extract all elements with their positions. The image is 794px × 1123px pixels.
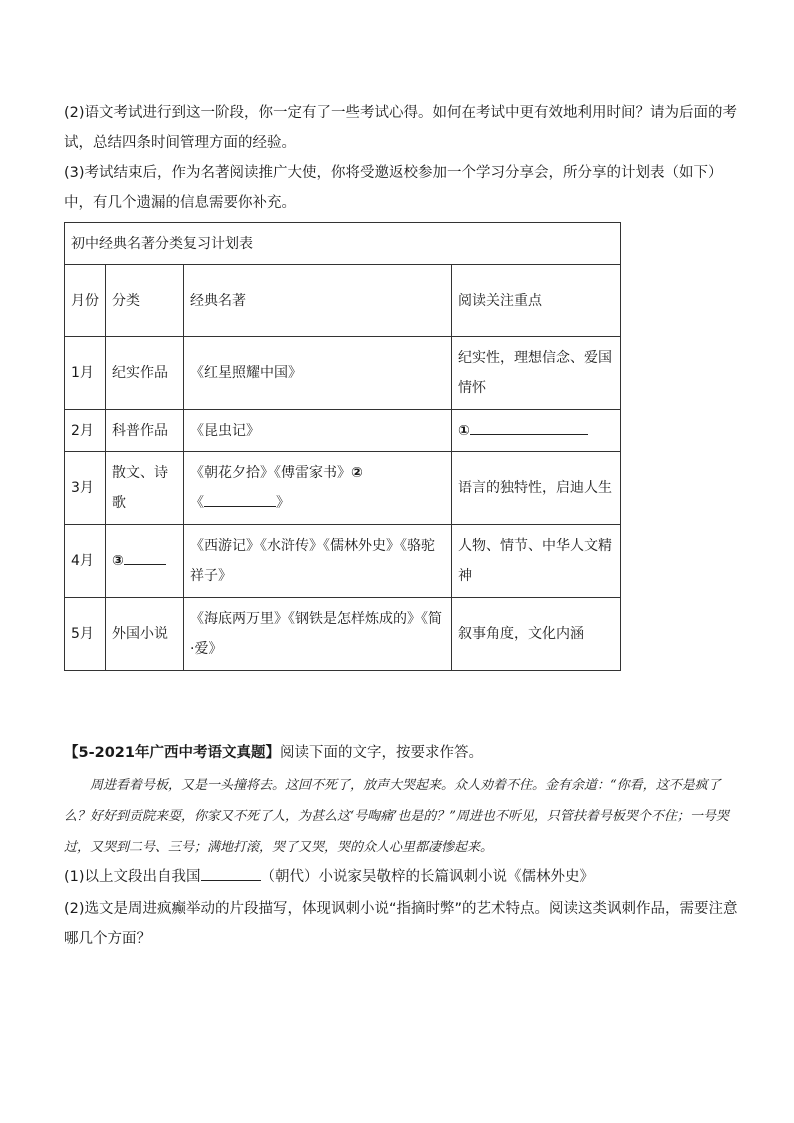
table-row [65, 525, 621, 598]
answer-blank-1[interactable] [470, 416, 588, 435]
row-focus: 纪实性，理想信念、爱国情怀 [452, 337, 621, 410]
answer-blank-3[interactable] [124, 546, 166, 565]
dynasty-answer-blank[interactable] [201, 862, 261, 881]
table-row [65, 598, 621, 671]
header-month: 月份 [65, 265, 106, 337]
sq1-before: (1)以上文段出自我国 [64, 869, 201, 885]
row-books: 《昆虫记》 [184, 410, 452, 452]
blank-marker-3: ③ [112, 553, 124, 569]
row-category: 散文、诗歌 [106, 452, 184, 525]
table-row [65, 452, 621, 525]
row-books-with-blank [184, 452, 452, 525]
reading-passage [64, 770, 744, 863]
answer-blank-2[interactable] [204, 488, 276, 507]
row-month: 2月 [65, 410, 106, 452]
blank-marker-1: ① [458, 422, 470, 439]
table-row [65, 337, 621, 410]
row-focus: 叙事角度，文化内涵 [452, 598, 621, 671]
row-month: 5月 [65, 598, 106, 671]
section-tag: 【5-2021年广西中考语文真题】 [64, 745, 280, 761]
sub-question-1 [64, 862, 744, 892]
question-2: (2)语文考试进行到这一阶段，你一定有了一些考试心得。如何在考试中更有效地利用时间？请为后面的考试，总结四条时间管理方面的经验。 [64, 105, 738, 151]
table-title: 初中经典名著分类复习计划表 [65, 223, 621, 265]
sq1-after: （朝代）小说家吴敬梓的长篇讽刺小说《儒林外史》 [260, 869, 595, 885]
section-heading [64, 738, 744, 768]
section-instruction: 阅读下面的文字，按要求作答。 [279, 745, 483, 761]
row-focus: 语言的独特性，启迪人生 [452, 452, 621, 525]
header-books: 经典名著 [184, 265, 452, 337]
row-books: 《红星照耀中国》 [184, 337, 452, 410]
table-row [65, 410, 621, 452]
blank-close-bracket: 》 [276, 495, 290, 511]
question-3: (3)考试结束后，作为名著阅读推广大使，你将受邀返校参加一个学习分享会，所分享的计划表（如下）中，有几个遗漏的信息需要你补充。 [64, 165, 723, 211]
header-focus: 阅读关注重点 [452, 265, 621, 337]
row-books: 《西游记》《水浒传》《儒林外史》《骆驼祥子》 [184, 525, 452, 598]
row-month: 4月 [65, 525, 106, 598]
row-focus-blank [452, 410, 621, 452]
row-month: 3月 [65, 452, 106, 525]
row-category: 纪实作品 [106, 337, 184, 410]
review-plan-table [64, 222, 621, 671]
row-month: 1月 [65, 337, 106, 410]
row-category: 科普作品 [106, 410, 184, 452]
header-category: 分类 [106, 265, 184, 337]
blank-marker-2: ② [351, 465, 363, 481]
row-books: 《朝花夕拾》《傅雷家书》 [190, 465, 351, 481]
row-category-blank [106, 525, 184, 598]
passage-text: 周进看着号板，又是一头撞将去。这回不死了，放声大哭起来。众人劝着不住。金有余道：“你看，这不是疯了么？好好到贡院来耍，你家又不死了人，为甚么这‘号啕痛’也是的？”周进也不听见，只管扶着号板哭个不住；一号哭过，又哭到二号、三号；满地打滚，哭了又哭，哭的众人心里都凄惨起来。 [64, 778, 729, 855]
sub-question-2: (2)选文是周进疯癫举动的片段描写，体现讽刺小说“指摘时弊”的艺术特点。阅读这类讽刺作品，需要注意哪几个方面？ [64, 901, 738, 947]
row-category: 外国小说 [106, 598, 184, 671]
row-focus: 人物、情节、中华人文精神 [452, 525, 621, 598]
blank-open-bracket: 《 [190, 495, 204, 511]
row-books: 《海底两万里》《钢铁是怎样炼成的》《简·爱》 [184, 598, 452, 671]
